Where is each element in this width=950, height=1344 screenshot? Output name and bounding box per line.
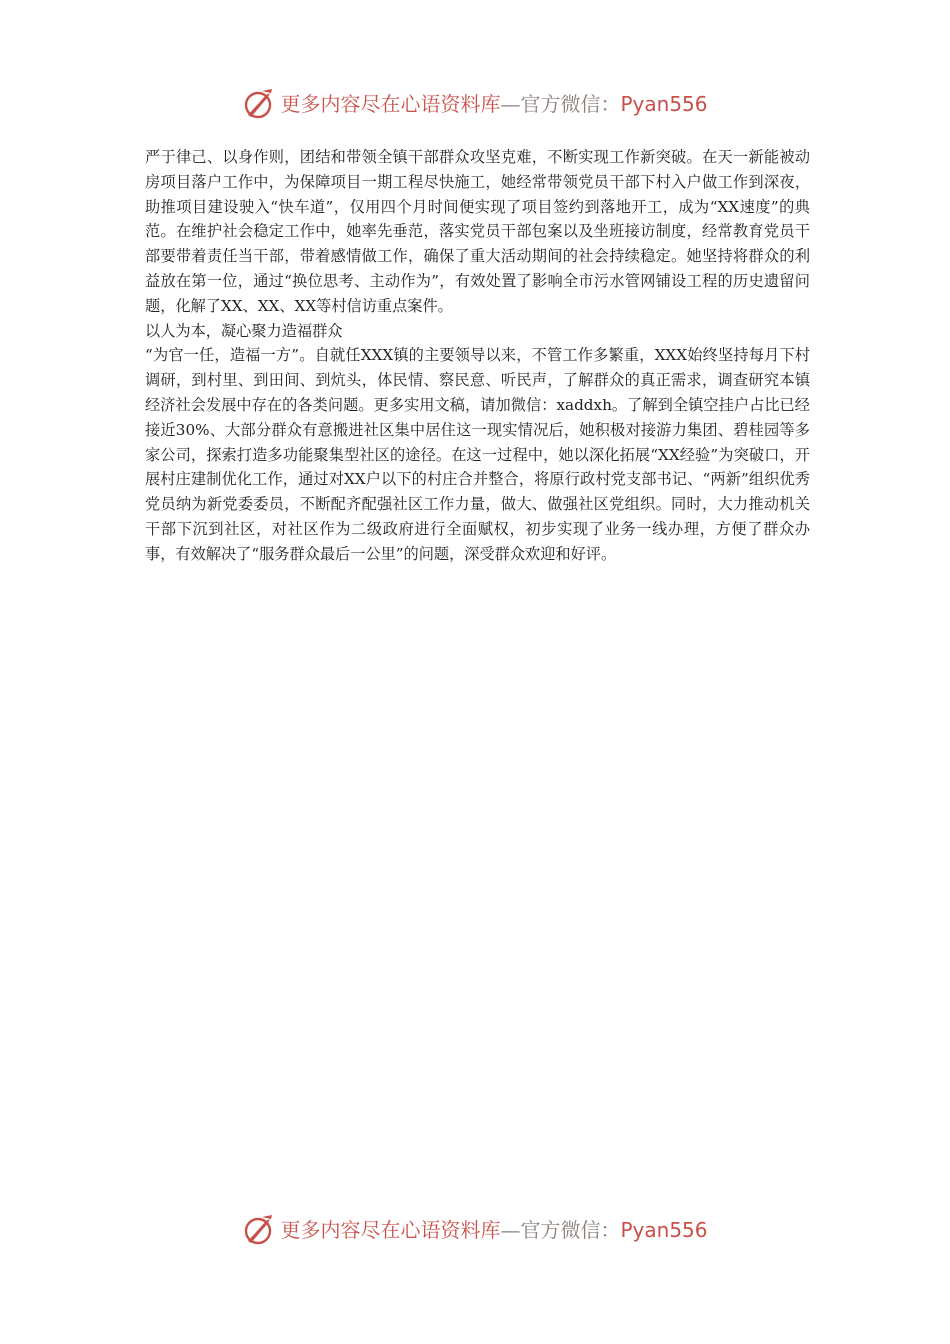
footer-banner-text [280,1218,707,1242]
document-body [145,145,810,567]
paragraph-1: 严于律己、以身作则，团结和带领全镇干部群众攻坚克难，不断实现工作新突破。在天一新能被动房项目落户工作中，为保障项目一期工程尽快施工，她经常带领党员干部下村入户做工作到深夜，助推项目建设驶入“快车道”，仅用四个月时间便实现了项目签约到落地开工，成为“XX速度”的典范。在维护社会稳定工作中，她率先垂范，落实党员干部包案以及坐班接访制度，经常教育党员干部要带着责任当干部，带着感情做工作，确保了重大活动期间的社会持续稳定。她坚持将群众的利益放在第一位，通过“换位思考、主动作为”，有效处置了影响全市污水管网铺设工程的历史遗留问题，化解了XX、XX、XX等村信访重点案件。 [145,148,810,315]
header-banner [0,84,950,124]
header-banner-wechat: Pyan556 [620,92,708,116]
pen-logo-icon [242,87,276,121]
pen-logo-icon [242,1213,276,1247]
footer-banner-wechat: Pyan556 [620,1218,708,1242]
header-banner-text [280,92,707,116]
footer-banner-dash: — [500,1218,521,1242]
footer-banner [0,1210,950,1250]
section-heading: 以人为本，凝心聚力造福群众 [145,321,343,340]
footer-banner-main: 更多内容尽在心语资料库 [280,1218,501,1242]
footer-banner-official: 官方微信： [520,1218,621,1242]
paragraph-2: “为官一任，造福一方”。自就任XXX镇的主要领导以来，不管工作多繁重，XXX始终坚持每月下村调研，到村里、到田间、到炕头，体民情、察民意、听民声，了解群众的真正需求，调查研究本镇经济社会发展中存在的各类问题。更多实用文稿，请加微信：xaddxh。了解到全镇空挂户占比已经接近30%、大部分群众有意搬进社区集中居住这一现实情况后，她积极对接游力集团、碧桂园等多家公司，探索打造多功能聚集型社区的途径。在这一过程中，她以深化拓展“XX经验”为突破口，开展村庄建制优化工作，通过对XX户以下的村庄合并整合，将原行政村党支部书记、“两新”组织优秀党员纳为新党委委员，不断配齐配强社区工作力量，做大、做强社区党组织。同时，大力推动机关干部下沉到社区，对社区作为二级政府进行全面赋权，初步实现了业务一线办理，方便了群众办事，有效解决了“服务群众最后一公里”的问题，深受群众欢迎和好评。 [145,346,810,563]
header-banner-main: 更多内容尽在心语资料库 [280,92,501,116]
header-banner-dash: — [500,92,521,116]
header-banner-official: 官方微信： [520,92,621,116]
